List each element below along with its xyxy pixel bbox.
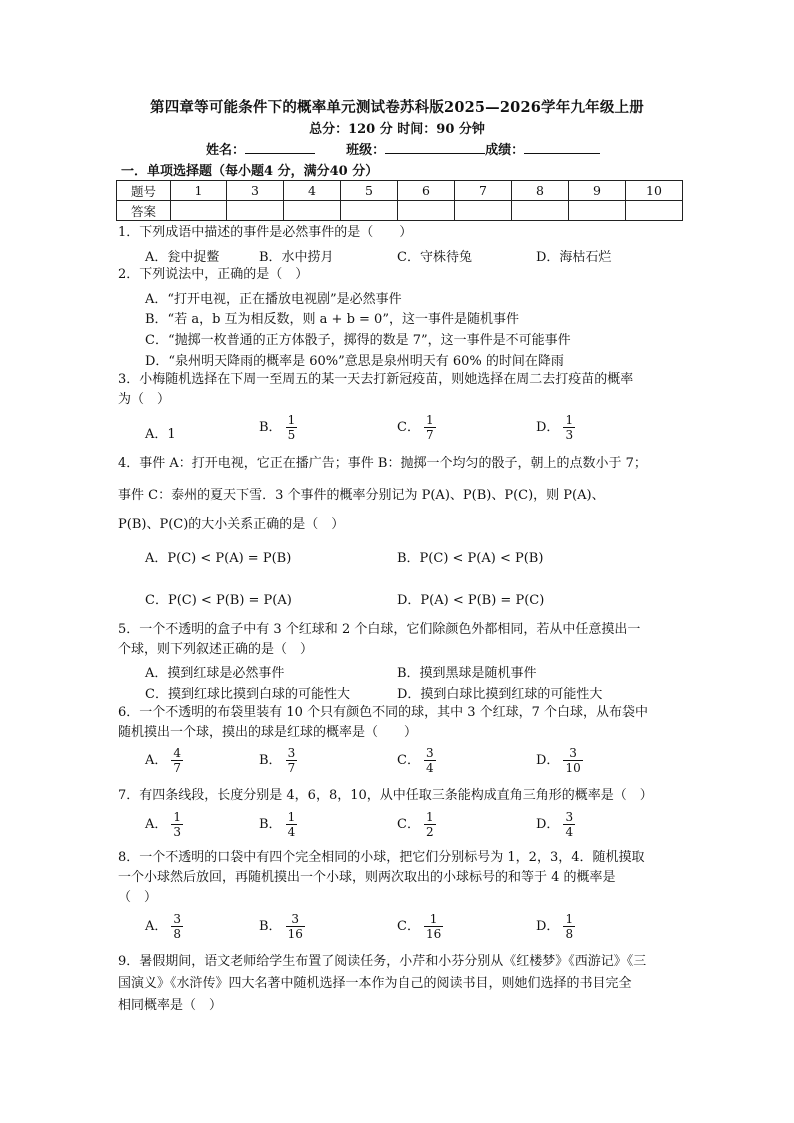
numerator: 3 — [291, 912, 300, 926]
answer-cell[interactable] — [569, 201, 626, 221]
row-header: 题号 — [117, 181, 171, 201]
q8-option-c — [397, 912, 443, 941]
fraction — [286, 413, 298, 442]
fraction — [563, 810, 575, 839]
denominator: 3 — [565, 428, 574, 442]
numerator: 1 — [173, 810, 182, 824]
option-label: D． — [536, 753, 560, 768]
name-label: 姓名： — [206, 143, 246, 158]
denominator: 5 — [287, 428, 296, 442]
q8-option-a — [145, 912, 183, 941]
option-label: D． — [536, 420, 560, 435]
name-field[interactable] — [245, 140, 315, 154]
student-info-line — [206, 139, 600, 158]
denominator: 16 — [287, 927, 303, 941]
q2-option-c: C．“抛掷一枚普通的正方体骰子，掷得的数是 7”，这一事件是不可能事件 — [145, 333, 571, 348]
fraction — [171, 746, 183, 775]
q5-option-d: D．摸到白球比摸到红球的可能性大 — [397, 687, 603, 702]
denominator: 7 — [173, 761, 182, 775]
q8-option-b — [259, 912, 305, 941]
q1-option-b: B．水中捞月 — [259, 250, 334, 265]
question-8-line2: 一个小球然后放回，再随机摸出一个小球，则两次取出的小球标号的和等于 4 的概率是 — [118, 870, 616, 885]
question-5-line1: 5．一个不透明的盒子中有 3 个红球和 2 个白球，它们除颜色外都相同，若从中任意摸出一 — [118, 622, 641, 637]
numerator: 1 — [565, 413, 574, 427]
page-title: 第四章等可能条件下的概率单元测试卷苏科版2025—2026学年九年级上册 — [150, 99, 644, 116]
q7-option-c — [397, 810, 436, 839]
fraction — [424, 746, 436, 775]
q1-option-c: C．守株待兔 — [397, 250, 472, 265]
fraction — [424, 810, 436, 839]
q5-option-c: C．摸到红球比摸到白球的可能性大 — [145, 687, 350, 702]
question-8-line3: （ ） — [118, 890, 158, 905]
table-cell: 1 — [171, 181, 227, 201]
q3-option-a: A．1 — [145, 427, 176, 442]
numerator: 1 — [425, 413, 434, 427]
option-label: D． — [536, 919, 560, 934]
q4-option-c: C．P(C) < P(B) = P(A) — [145, 593, 292, 608]
option-label: C． — [397, 753, 420, 768]
numerator: 3 — [565, 810, 574, 824]
fraction — [563, 413, 575, 442]
denominator: 4 — [425, 761, 434, 775]
answer-cell[interactable] — [227, 201, 284, 221]
numerator: 1 — [287, 413, 296, 427]
q7-option-b — [259, 810, 297, 839]
question-9-line2: 国演义》《水浒传》四大名著中随机选择一本作为自己的阅读书目，则她们选择的书目完全 — [118, 976, 632, 991]
question-4-line1: 4．事件 A：打开电视，它正在播广告；事件 B：抛掷一个均匀的骰子，朝上的点数小于 7； — [118, 456, 647, 471]
denominator: 7 — [425, 428, 434, 442]
answer-cell[interactable] — [284, 201, 341, 221]
denominator: 4 — [287, 825, 296, 839]
question-9-line3: 相同概率是（ ） — [118, 998, 223, 1013]
fraction — [171, 810, 183, 839]
q2-option-d: D．“泉州明天降雨的概率是 60%”意思是泉州明天有 60% 的时间在降雨 — [145, 354, 564, 369]
question-6-line1: 6．一个不透明的布袋里装有 10 个只有颜色不同的球，其中 3 个红球，7 个白球，从布袋中 — [118, 705, 649, 720]
denominator: 16 — [425, 927, 442, 941]
q3-option-c — [397, 413, 436, 442]
q6-option-a — [145, 746, 183, 775]
option-label: C． — [397, 817, 420, 832]
table-row — [117, 201, 683, 221]
question-3-line1: 3．小梅随机选择在下周一至周五的某一天去打新冠疫苗，则她选择在周二去打疫苗的概率 — [118, 372, 634, 387]
table-cell: 5 — [341, 181, 398, 201]
fraction — [286, 912, 305, 941]
denominator: 3 — [173, 825, 182, 839]
denominator: 2 — [425, 825, 434, 839]
denominator: 8 — [173, 927, 182, 941]
fraction — [424, 413, 436, 442]
table-cell: 8 — [512, 181, 569, 201]
option-label: B． — [259, 919, 282, 934]
class-label: 班级： — [346, 143, 386, 158]
option-label: A． — [145, 919, 168, 934]
fraction — [171, 912, 183, 941]
table-cell: 10 — [626, 181, 683, 201]
numerator: 1 — [429, 912, 438, 926]
answer-cell[interactable] — [341, 201, 398, 221]
option-label: A． — [145, 753, 168, 768]
option-label: B． — [259, 753, 282, 768]
q1-option-d: D．海枯石烂 — [536, 250, 612, 265]
q6-option-c — [397, 746, 436, 775]
fraction — [286, 810, 298, 839]
q4-option-d: D．P(A) < P(B) = P(C) — [397, 593, 545, 608]
option-label: C． — [397, 420, 420, 435]
question-7-stem: 7．有四条线段，长度分别是 4，6，8，10，从中任取三条能构成直角三角形的概率是（ ） — [118, 788, 653, 803]
denominator: 4 — [565, 825, 574, 839]
section-heading: 一．单项选择题（每小题4 分，满分40 分） — [121, 164, 379, 179]
option-label: B． — [259, 817, 282, 832]
numerator: 1 — [565, 912, 574, 926]
numerator: 4 — [173, 746, 182, 760]
q4-option-b: B．P(C) < P(A) < P(B) — [397, 551, 544, 566]
numerator: 3 — [173, 912, 182, 926]
answer-cell[interactable] — [626, 201, 683, 221]
numerator: 3 — [287, 746, 296, 760]
q3-option-d — [536, 413, 575, 442]
q7-option-d — [536, 810, 575, 839]
answer-cell[interactable] — [455, 201, 512, 221]
denominator: 8 — [565, 927, 574, 941]
class-field[interactable] — [385, 140, 485, 154]
answer-cell[interactable] — [398, 201, 455, 221]
q2-option-a: A．“打开电视，正在播放电视剧”是必然事件 — [145, 292, 402, 307]
score-label: 成绩： — [485, 143, 525, 158]
option-label: A． — [145, 817, 168, 832]
q4-option-a: A．P(C) < P(A) = P(B) — [145, 551, 292, 566]
question-2-stem: 2．下列说法中，正确的是（ ） — [118, 267, 309, 282]
answer-cell[interactable] — [512, 201, 569, 221]
score-field[interactable] — [524, 140, 600, 154]
table-cell: 6 — [398, 181, 455, 201]
q6-option-b — [259, 746, 297, 775]
q7-option-a — [145, 810, 183, 839]
question-4-line3: P(B)、P(C)的大小关系正确的是（ ） — [118, 517, 345, 532]
row-header: 答案 — [117, 201, 171, 221]
q5-option-b: B．摸到黑球是随机事件 — [397, 666, 537, 681]
question-9-line1: 9．暑假期间，语文老师给学生布置了阅读任务，小芹和小芬分别从《红楼梦》《西游记》《三 — [118, 954, 647, 969]
fraction — [563, 746, 582, 775]
question-3-line2: 为（ ） — [118, 392, 171, 407]
option-label: C． — [397, 919, 420, 934]
q6-option-d — [536, 746, 583, 775]
q1-option-a: A．瓮中捉鳖 — [145, 250, 220, 265]
q5-option-a: A．摸到红球是必然事件 — [145, 666, 285, 681]
score-time-line: 总分：120 分 时间：90 分钟 — [309, 122, 485, 137]
question-5-line2: 个球，则下列叙述正确的是（ ） — [118, 642, 314, 657]
numerator: 3 — [569, 746, 577, 760]
q8-option-d — [536, 912, 575, 941]
question-8-line1: 8．一个不透明的口袋中有四个完全相同的小球，把它们分别标号为 1，2，3，4．随机摸取 — [118, 850, 645, 865]
numerator: 1 — [425, 810, 434, 824]
numerator: 1 — [287, 810, 296, 824]
q2-option-b: B．“若 a，b 互为相反数，则 a + b = 0”，这一事件是随机事件 — [145, 312, 519, 327]
table-cell: 4 — [284, 181, 341, 201]
q3-option-b — [259, 413, 297, 442]
answer-table — [116, 180, 683, 221]
question-1-stem: 1．下列成语中描述的事件是必然事件的是（ ） — [118, 225, 413, 240]
question-4-line2: 事件 C：泰州的夏天下雪．3 个事件的概率分别记为 P(A)、P(B)、P(C)，则 P(A)、 — [118, 488, 605, 503]
denominator: 10 — [565, 761, 581, 775]
table-row — [117, 181, 683, 201]
question-6-line2: 随机摸出一个球，摸出的球是红球的概率是（ ） — [118, 725, 418, 740]
table-cell: 9 — [569, 181, 626, 201]
table-cell: 7 — [455, 181, 512, 201]
fraction — [286, 746, 298, 775]
table-cell: 3 — [227, 181, 284, 201]
option-label: B． — [259, 420, 282, 435]
answer-cell[interactable] — [171, 201, 227, 221]
denominator: 7 — [287, 761, 296, 775]
numerator: 3 — [425, 746, 434, 760]
fraction — [563, 912, 575, 941]
option-label: D． — [536, 817, 560, 832]
fraction — [424, 912, 443, 941]
